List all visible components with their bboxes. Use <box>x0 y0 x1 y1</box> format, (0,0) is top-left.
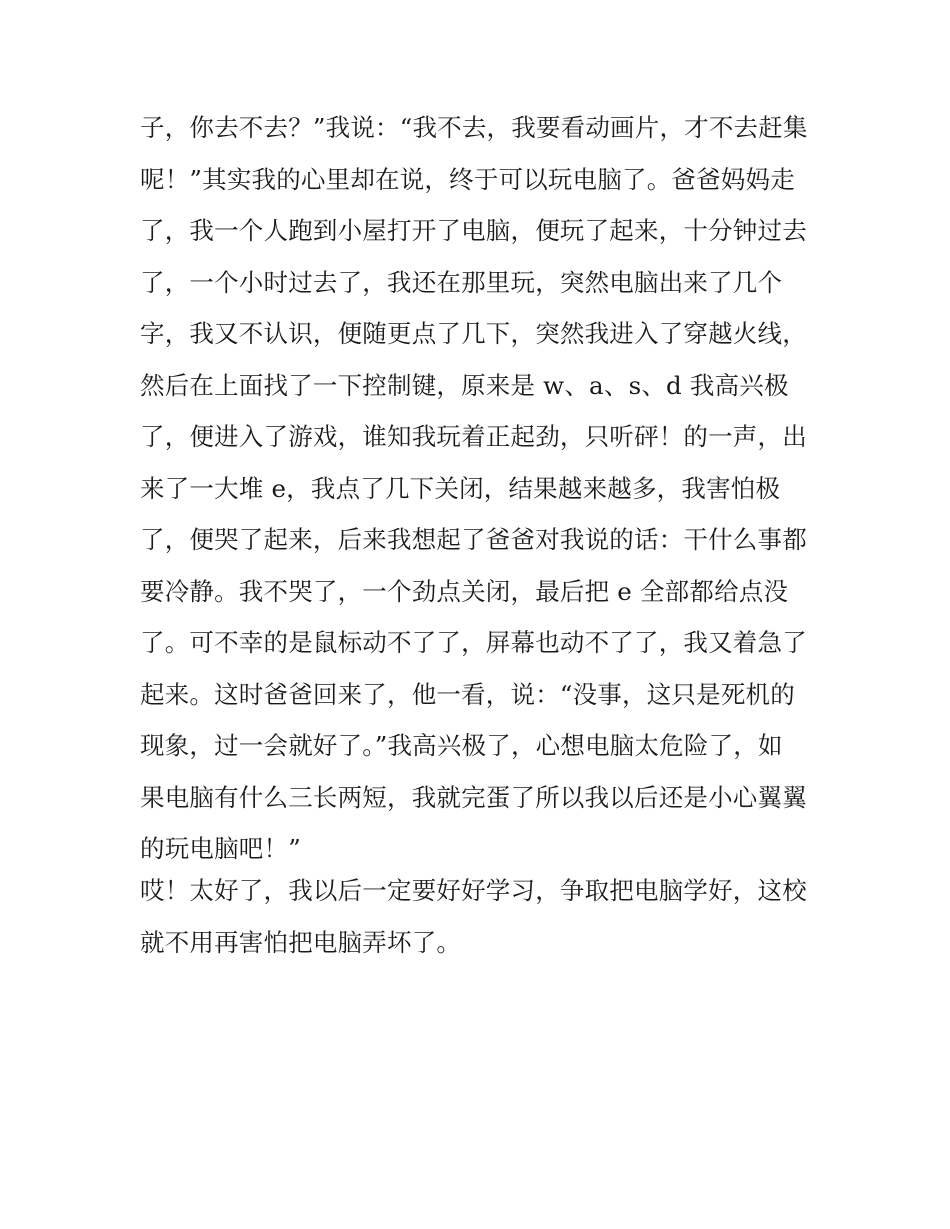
document-body <box>140 107 830 973</box>
text-line: 要冷静。我不哭了，一个劲点关闭，最后把 e 全部都给点没 <box>140 576 789 606</box>
text-line: 来了一大堆 e，我点了几下关闭，结果越来越多，我害怕极 <box>140 473 781 503</box>
paragraph-1 <box>140 107 830 870</box>
text-line: 的玩电脑吧！” <box>140 834 301 863</box>
paragraph-2 <box>140 870 830 973</box>
text-line: 子，你去不去？”我说：“我不去，我要看动画片，才不去赶集 <box>140 113 808 142</box>
text-line: 了，便哭了起来，后来我想起了爸爸对我说的话：干什么事都 <box>140 525 807 554</box>
text-line: 哎！太好了，我以后一定要好好学习，争取把电脑学好，这校 <box>140 876 807 905</box>
text-line: 然后在上面找了一下控制键，原来是 w、a、s、d 我高兴极 <box>140 370 789 400</box>
text-line: 果电脑有什么三长两短，我就完蛋了所以我以后还是小心翼翼 <box>140 782 807 812</box>
text-line: 字，我又不认识，便随更点了几下，突然我进入了穿越火线， <box>140 319 807 348</box>
text-line: 呢！”其实我的心里却在说，终于可以玩电脑了。爸爸妈妈走 <box>140 164 795 194</box>
text-line: 了，便进入了游戏，谁知我玩着正起劲，只听砰！的一声，出 <box>140 422 807 451</box>
text-line: 现象，过一会就好了。”我高兴极了，心想电脑太危险了，如 <box>140 731 783 760</box>
text-line: 就不用再害怕把电脑弄坏了。 <box>140 927 462 957</box>
text-line: 了，我一个人跑到小屋打开了电脑，便玩了起来，十分钟过去 <box>140 216 807 245</box>
text-line: 了。可不幸的是鼠标动不了了，屏幕也动不了了，我又着急了 <box>140 628 807 657</box>
text-line: 了，一个小时过去了，我还在那里玩，突然电脑出来了几个 <box>140 267 783 297</box>
text-line: 起来。这时爸爸回来了，他一看，说：“没事，这只是死机的 <box>140 679 795 709</box>
